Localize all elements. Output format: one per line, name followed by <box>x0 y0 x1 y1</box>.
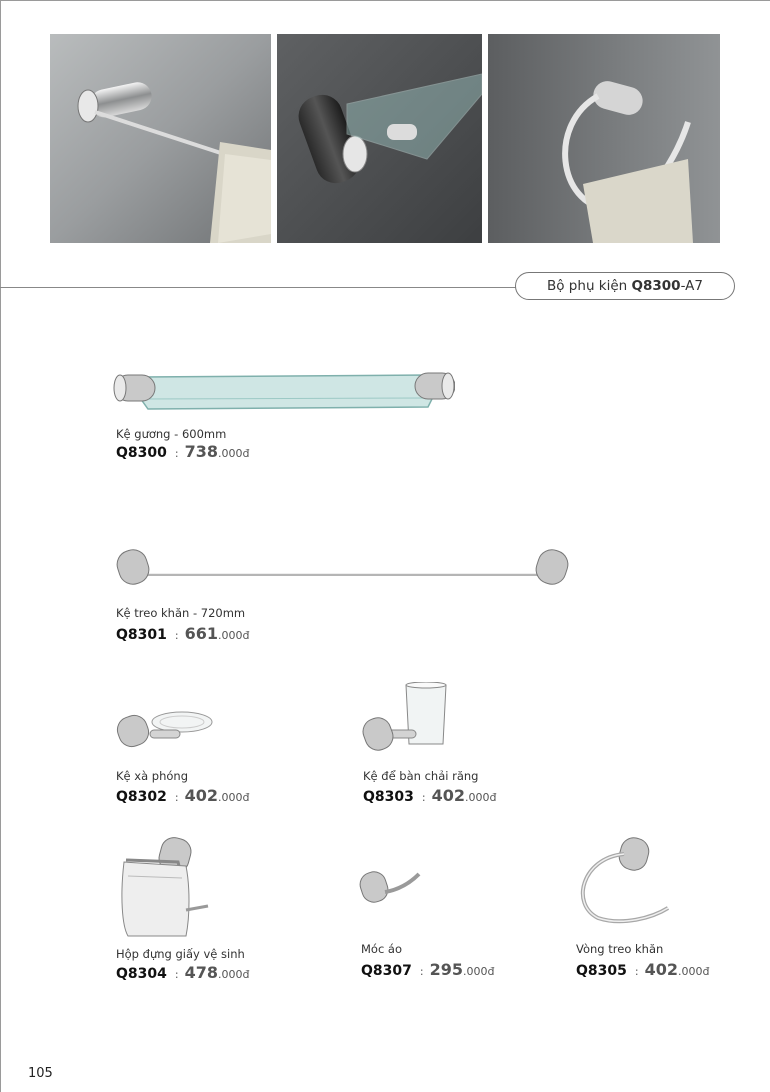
price-main: 402 <box>184 786 218 805</box>
price-main: 478 <box>184 963 218 982</box>
product-code: Q8301 <box>116 627 167 643</box>
price-separator: : <box>421 791 426 804</box>
series-prefix: Bộ phụ kiện <box>547 278 628 294</box>
page-number: 105 <box>28 1066 53 1081</box>
price-suffix: .000đ <box>465 791 497 804</box>
product-code: Q8304 <box>116 966 167 982</box>
price-separator: : <box>174 629 179 642</box>
price-main: 738 <box>184 442 218 461</box>
price-suffix: .000đ <box>218 968 250 981</box>
toilet-paper-holder-image <box>116 836 212 942</box>
product-name: Vòng treo khăn <box>576 942 664 956</box>
page-frame-top <box>0 0 770 1</box>
price-suffix: .000đ <box>218 791 250 804</box>
product-price-line <box>116 786 249 805</box>
glass-shelf-image <box>110 365 455 415</box>
price-main: 661 <box>184 624 218 643</box>
glass-shelf-photo <box>277 34 482 243</box>
product-name: Kệ xà phóng <box>116 769 188 783</box>
product-code: Q8302 <box>116 789 167 805</box>
product-price-line <box>116 963 249 982</box>
price-separator: : <box>174 791 179 804</box>
product-name: Móc áo <box>361 942 403 956</box>
towel-bar-photo <box>50 34 271 243</box>
price-separator: : <box>419 965 424 978</box>
robe-hook-image <box>357 866 423 906</box>
product-code: Q8300 <box>116 445 167 461</box>
price-suffix: .000đ <box>463 965 495 978</box>
section-divider <box>0 287 520 288</box>
product-name: Kệ để bàn chải răng <box>363 769 479 783</box>
price-separator: : <box>174 447 179 460</box>
product-code: Q8307 <box>361 963 412 979</box>
price-suffix: .000đ <box>678 965 710 978</box>
towel-ring-photo <box>488 34 720 243</box>
product-price-line <box>576 960 709 979</box>
toothbrush-holder-image <box>360 682 460 754</box>
series-badge <box>515 272 735 300</box>
series-code: Q8300 <box>631 278 681 294</box>
price-suffix: .000đ <box>218 629 250 642</box>
price-suffix: .000đ <box>218 447 250 460</box>
towel-ring-image <box>572 834 672 926</box>
series-suffix: -A7 <box>680 278 703 294</box>
product-name: Kệ gương - 600mm <box>116 427 227 441</box>
product-code: Q8305 <box>576 963 627 979</box>
product-name: Hộp đựng giấy vệ sinh <box>116 947 245 961</box>
product-price-line <box>116 442 249 461</box>
price-main: 402 <box>431 786 465 805</box>
soap-dish-image <box>114 708 216 750</box>
product-price-line <box>116 624 249 643</box>
towel-bar-image <box>112 545 582 587</box>
price-main: 295 <box>429 960 463 979</box>
price-main: 402 <box>644 960 678 979</box>
product-price-line <box>363 786 496 805</box>
product-code: Q8303 <box>363 789 414 805</box>
price-separator: : <box>174 968 179 981</box>
product-name: Kệ treo khăn - 720mm <box>116 606 246 620</box>
product-price-line <box>361 960 494 979</box>
price-separator: : <box>634 965 639 978</box>
page-frame-left <box>0 0 1 1092</box>
